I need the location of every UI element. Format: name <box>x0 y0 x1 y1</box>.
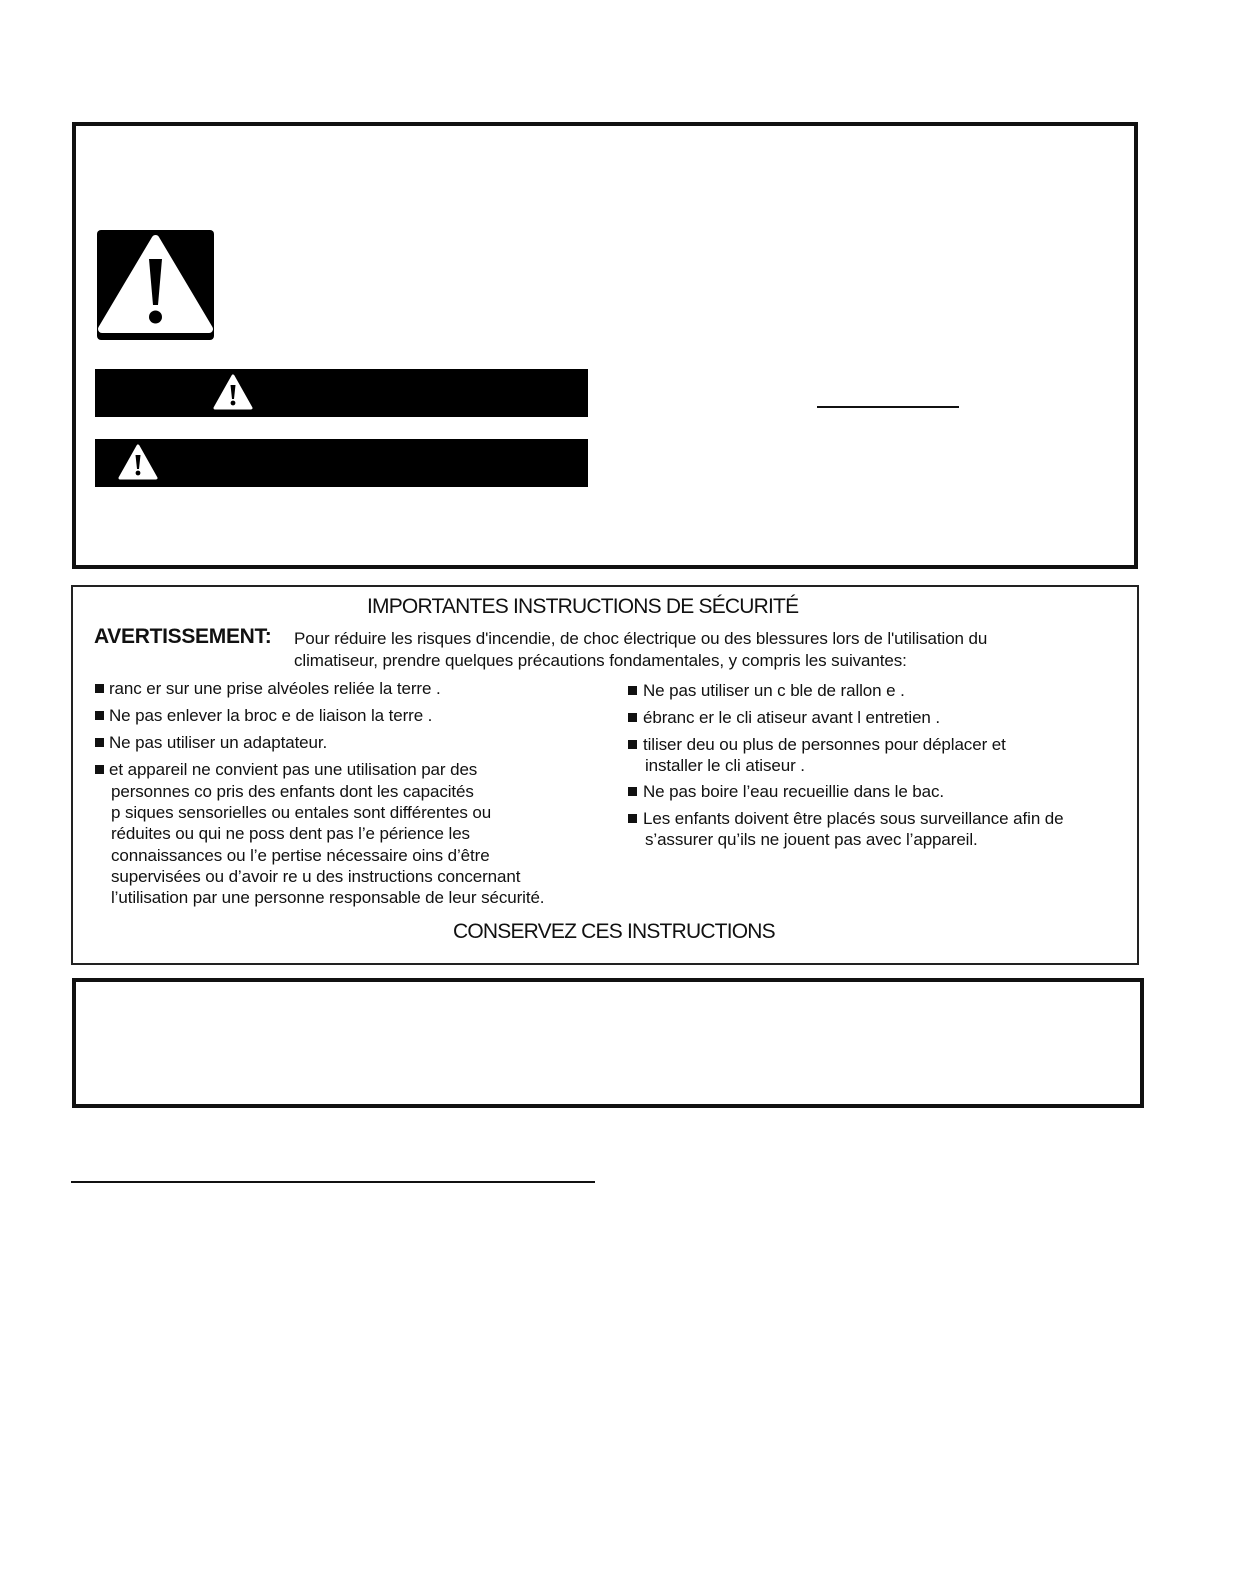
list-item: Ne pas boire l’eau recueillie dans le bac. <box>643 782 945 801</box>
bullet-square <box>628 740 637 749</box>
list-item: Ne pas enlever la broc e de liaison la terre . <box>109 706 433 725</box>
list-item-line: s’assurer qu’ils ne jouent pas avec l’appareil. <box>645 830 978 849</box>
bullet-square <box>628 787 637 796</box>
instructions-title: IMPORTANTES INSTRUCTIONS DE SÉCURITÉ <box>367 595 799 618</box>
bullet-square <box>95 684 104 693</box>
warning-triangle-icon <box>118 444 158 480</box>
list-item: Ne pas utiliser un adaptateur. <box>109 733 328 752</box>
warning-triangle-icon <box>213 374 253 410</box>
bullet-square <box>95 711 104 720</box>
bullet-square <box>628 814 637 823</box>
bullet-square <box>95 738 104 747</box>
warning-triangle-icon <box>96 229 215 341</box>
list-item-line: connaissances ou l’e pertise nécessaire oins d’être <box>111 846 490 865</box>
bullet-square <box>95 765 104 774</box>
notice-box <box>72 978 1144 1108</box>
list-item-line: supervisées ou d’avoir re u des instructions concernant <box>111 867 521 886</box>
list-item-line: l’utilisation par une personne responsable de leur sécurité. <box>111 888 545 907</box>
bullet-square <box>628 686 637 695</box>
list-item: ébranc er le cli atiseur avant l entretien . <box>643 708 941 727</box>
danger-signal-bar <box>95 369 588 417</box>
list-item: Ne pas utiliser un c ble de rallon e . <box>643 681 905 700</box>
list-item-line: réduites ou qui ne poss dent pas l’e périence les <box>111 824 470 843</box>
list-item: et appareil ne convient pas une utilisation par des <box>109 760 478 779</box>
list-item-line: installer le cli atiseur . <box>645 756 805 775</box>
list-item: tiliser deu ou plus de personnes pour déplacer et <box>643 735 1006 754</box>
list-item: ranc er sur une prise alvéoles reliée la terre . <box>109 679 441 698</box>
list-item-line: personnes co pris des enfants dont les capacités <box>111 782 474 801</box>
warning-label: AVERTISSEMENT: <box>94 625 272 648</box>
safety-symbol-box <box>72 122 1138 569</box>
warning-text-line: Pour réduire les risques d'incendie, de choc électrique ou des blessures lors de l'utilisation du <box>294 629 988 648</box>
bullet-square <box>628 713 637 722</box>
list-item-line: p siques sensorielles ou entales sont différentes ou <box>111 803 492 822</box>
list-item: Les enfants doivent être placés sous surveillance afin de <box>643 809 1064 828</box>
warning-signal-bar <box>95 439 588 487</box>
warning-text-line: climatiseur, prendre quelques précautions fondamentales, y compris les suivantes: <box>294 651 907 670</box>
section-heading-rule <box>71 1181 595 1183</box>
instructions-footer: CONSERVEZ CES INSTRUCTIONS <box>453 920 775 943</box>
underline-rule <box>817 406 959 408</box>
